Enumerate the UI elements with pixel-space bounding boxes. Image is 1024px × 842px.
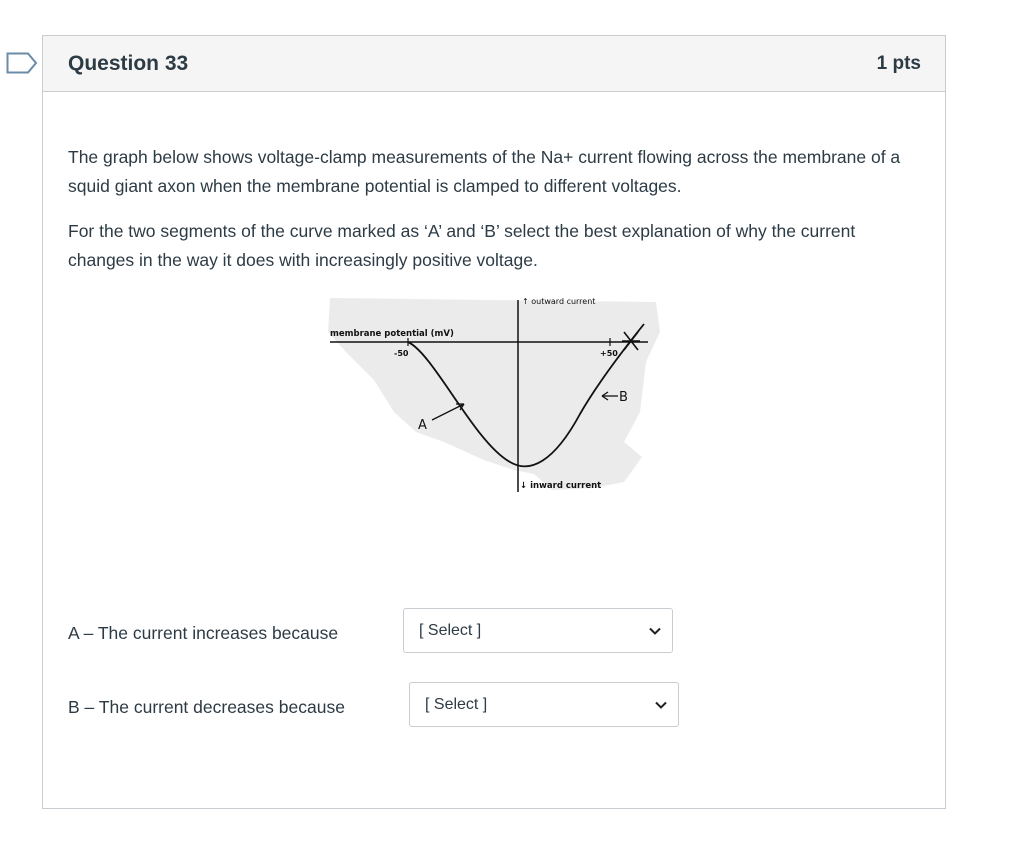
question-card [42,35,946,809]
question-text-paragraph-1: The graph below shows voltage-clamp measurements of the Na+ current flowing across the membrane of a squid giant axon when the membrane potential is clamped to different voltages. [68,147,901,196]
answer-select-b[interactable] [409,682,679,727]
question-header [43,36,945,92]
outward-current-label: ↑ outward current [522,297,596,306]
voltage-clamp-graph [324,292,664,502]
marker-b: B [619,390,628,405]
scan-background [328,298,660,490]
tick-neg-label: -50 [394,349,409,358]
answer-label-a: A – The current increases because [68,623,339,643]
question-text-paragraph-2: For the two segments of the curve marked as ‘A’ and ‘B’ select the best explanation of why the current changes in the way it does with increasingly positive voltage. [68,221,856,270]
chevron-down-icon [648,624,662,638]
answer-select-b-value: [ Select ] [425,695,488,713]
question-title: Question 33 [68,51,189,75]
chevron-down-icon [654,698,668,712]
x-axis-label: membrane potential (mV) [330,329,454,339]
question-points: 1 pts [876,52,921,74]
tick-pos-label: +50 [600,349,618,358]
marker-a: A [418,418,427,433]
inward-current-label: ↓ inward current [520,481,602,491]
answer-select-a-value: [ Select ] [419,621,482,639]
answer-select-a[interactable] [403,608,673,653]
answer-label-b: B – The current decreases because [68,697,345,717]
flag-question-icon[interactable] [6,52,38,74]
